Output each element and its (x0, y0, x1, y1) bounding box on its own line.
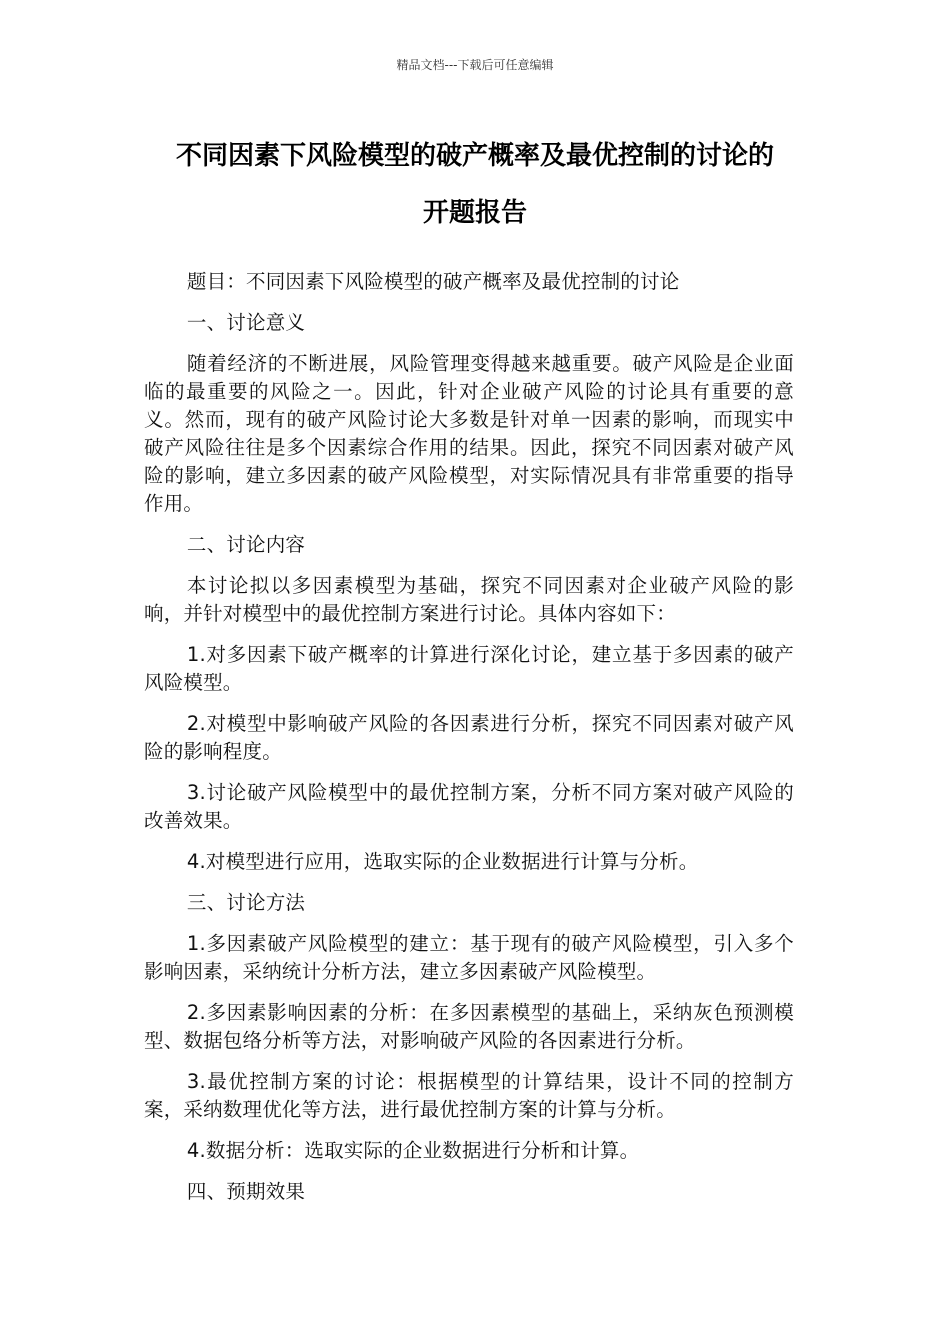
topic-line: 题目：不同因素下风险模型的破产概率及最优控制的讨论 (186, 270, 680, 293)
document-title (140, 128, 810, 242)
section-heading-expected-results: 四、预期效果 (186, 1180, 306, 1203)
section-heading-significance: 一、讨论意义 (186, 311, 306, 334)
title-line-1: 不同因素下风险模型的破产概率及最优控制的讨论的 (175, 141, 774, 171)
section-paragraph-significance: 随着经济的不断进展，风险管理变得越来越重要。破产风险是企业面临的最重要的风险之一。因此，针对企业破产风险的讨论具有重要的意义。然而，现有的破产风险讨论大多数是针对单一因素的影响，而现实中破产风险往往是多个因素综合作用的结果。因此，探究不同因素对破产风险的影响，建立多因素的破产风险模型，对实际情况具有非常重要的指导作用。 (144, 352, 794, 515)
section-paragraph-content-intro: 本讨论拟以多因素模型为基础，探究不同因素对企业破产风险的影响，并针对模型中的最优控制方案进行讨论。具体内容如下： (144, 574, 794, 625)
section-heading-content: 二、讨论内容 (186, 533, 306, 556)
list-item: 2.对模型中影响破产风险的各因素进行分析，探究不同因素对破产风险的影响程度。 (144, 712, 794, 763)
list-item: 1.对多因素下破产概率的计算进行深化讨论，建立基于多因素的破产风险模型。 (144, 643, 794, 694)
page-header: 精品文档---下载后可任意编辑 (396, 58, 554, 72)
list-item: 1.多因素破产风险模型的建立：基于现有的破产风险模型，引入多个影响因素，采纳统计分析方法，建立多因素破产风险模型。 (144, 932, 794, 983)
document-body (144, 268, 794, 1219)
list-item: 4.对模型进行应用，选取实际的企业数据进行计算与分析。 (186, 850, 699, 873)
title-line-2: 开题报告 (422, 198, 527, 228)
list-item: 2.多因素影响因素的分析：在多因素模型的基础上，采纳灰色预测模型、数据包络分析等方法，对影响破产风险的各因素进行分析。 (144, 1001, 794, 1052)
section-heading-methods: 三、讨论方法 (186, 891, 306, 914)
list-item: 3.最优控制方案的讨论：根据模型的计算结果，设计不同的控制方案，采纳数理优化等方法，进行最优控制方案的计算与分析。 (144, 1070, 794, 1121)
list-item: 3.讨论破产风险模型中的最优控制方案，分析不同方案对破产风险的改善效果。 (144, 781, 794, 832)
list-item: 4.数据分析：选取实际的企业数据进行分析和计算。 (186, 1139, 640, 1162)
